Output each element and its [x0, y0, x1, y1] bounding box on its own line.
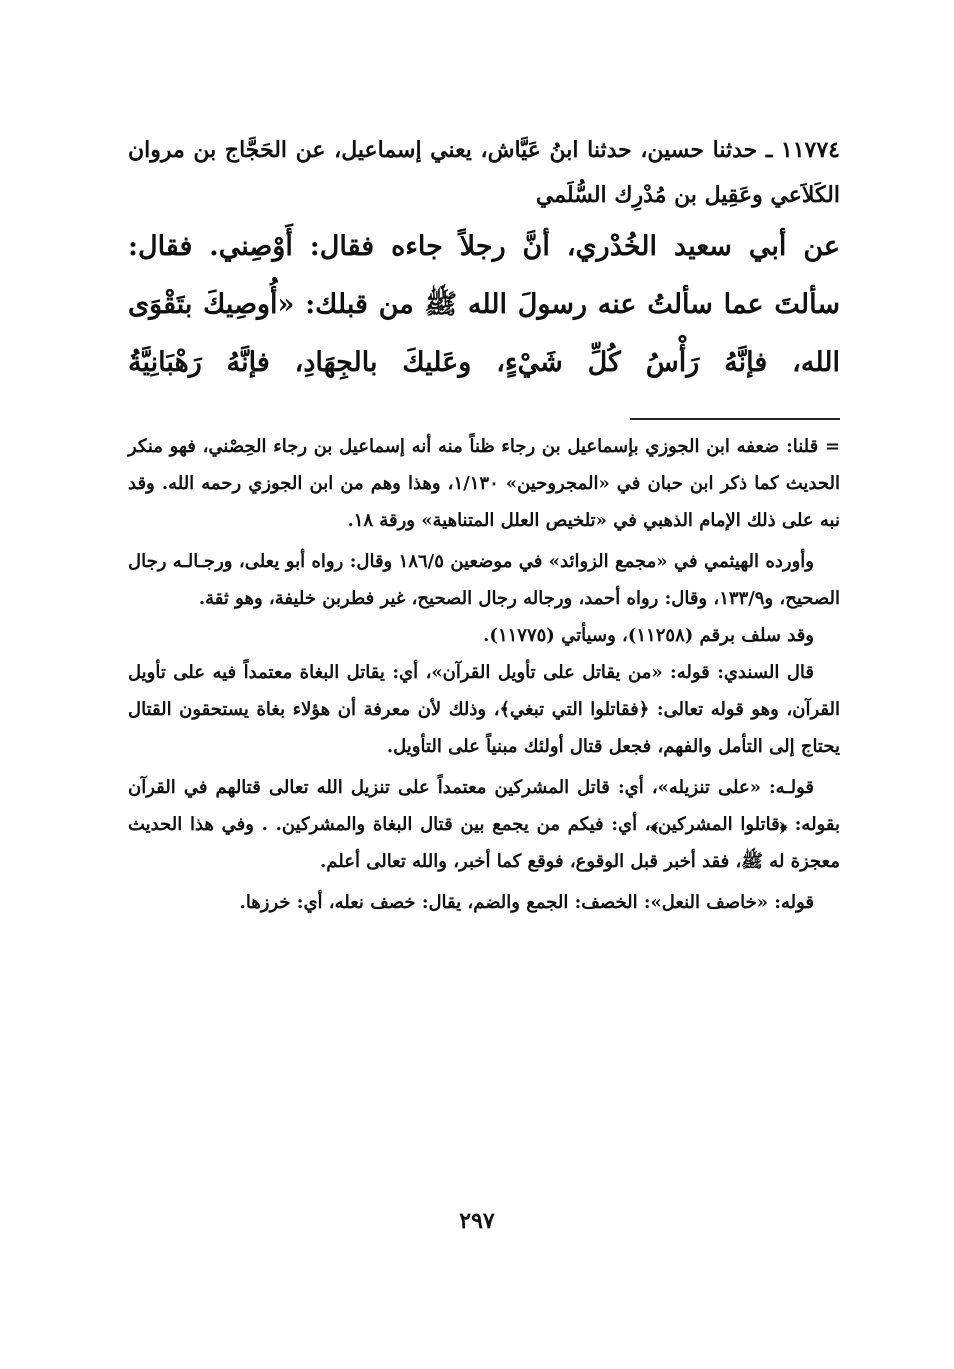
- footnote-sindi-tawil: قال السندي: قوله: «من يقاتل على تأويل القرآن»، أي: يقاتل البغاة معتمداً فيه على تأويل القرآن، وهو قوله تعالى: ﴿فقاتلوا التي تبغي﴾، وذلك لأن معرفة أن هؤلاء بغاة يستحقون القتال يحتاج إلى التأمل والفهم، فجعل قتال أولئك مبنياً على التأويل.: [128, 662, 840, 757]
- footnote-separator: [630, 418, 840, 420]
- hadith-isnad: ١١٧٧٤ ـ حدثنا حسين، حدثنا ابنُ عَيَّاش، يعني إسماعيل، عن الحَجَّاج بن مروان الكَلاَعي وعَقِيل بن مُدْرِك السُّلَمي: [128, 137, 840, 208]
- footnote-sindi-tanzil: قولـه: «على تنزيله»، أي: قاتل المشركين معتمداً على تنزيل الله تعالى قتالهم في القرآن بقوله: ﴿قاتلوا المشركين﴾، أي: فيكم من يجمع بين قتال البغاة والمشركين. . وفي هذا الحديث معجزة له ﷺ، فقد أخبر قبل الوقوع، فوقع كما أخبر، والله تعالى أعلم.: [128, 777, 840, 872]
- page-body: [128, 128, 840, 921]
- page-number: ٢٩٧: [459, 1208, 495, 1234]
- footnote-haythami: وأورده الهيثمي في «مجمع الزوائد» في موضعين ١٨٦/٥ وقال: رواه أبو يعلى، ورجـالـه رجال الصحيح، و١٣٣/٩، وقال: رواه أحمد، ورجاله رجال الصحيح، غير فطربن خليفة، وهو ثقة.: [128, 551, 840, 609]
- footnote-cross-reference: وقد سلف برقم (١١٢٥٨)، وسيأتي (١١٧٧٥).: [483, 625, 814, 646]
- hadith-matn: عن أبي سعيد الخُدْري، أنَّ رجلاً جاءه فقال: أَوْصِني. فقال: سألتَ عما سألتُ عنه رسولَ الله ﷺ من قبلك: «أُوصِيكَ بتَقْوَى الله، فإنَّهُ رَأْسُ كُلِّ شَيْءٍ، وعَليكَ بالجِهَادِ، فإنَّهُ رَهْبَانِيَّةُ: [128, 231, 840, 378]
- footnote-continuation: = قلنا: ضعفه ابن الجوزي بإسماعيل بن رجاء ظناً منه أنه إسماعيل بن رجاء الحِصْني، فهو منكر الحديث كما ذكر ابن حبان في «المجروحين» ١/١٣٠، وهذا وهم من ابن الجوزي رحمه الله. وقد نبه على ذلك الإمام الذهبي في «تلخيص العلل المتناهية» ورقة ١٨.: [128, 436, 840, 531]
- footnote-khasif-al-nal: قوله: «خاصف النعل»: الخصف: الجمع والضم، يقال: خصف نعله، أي: خرزها.: [239, 892, 814, 913]
